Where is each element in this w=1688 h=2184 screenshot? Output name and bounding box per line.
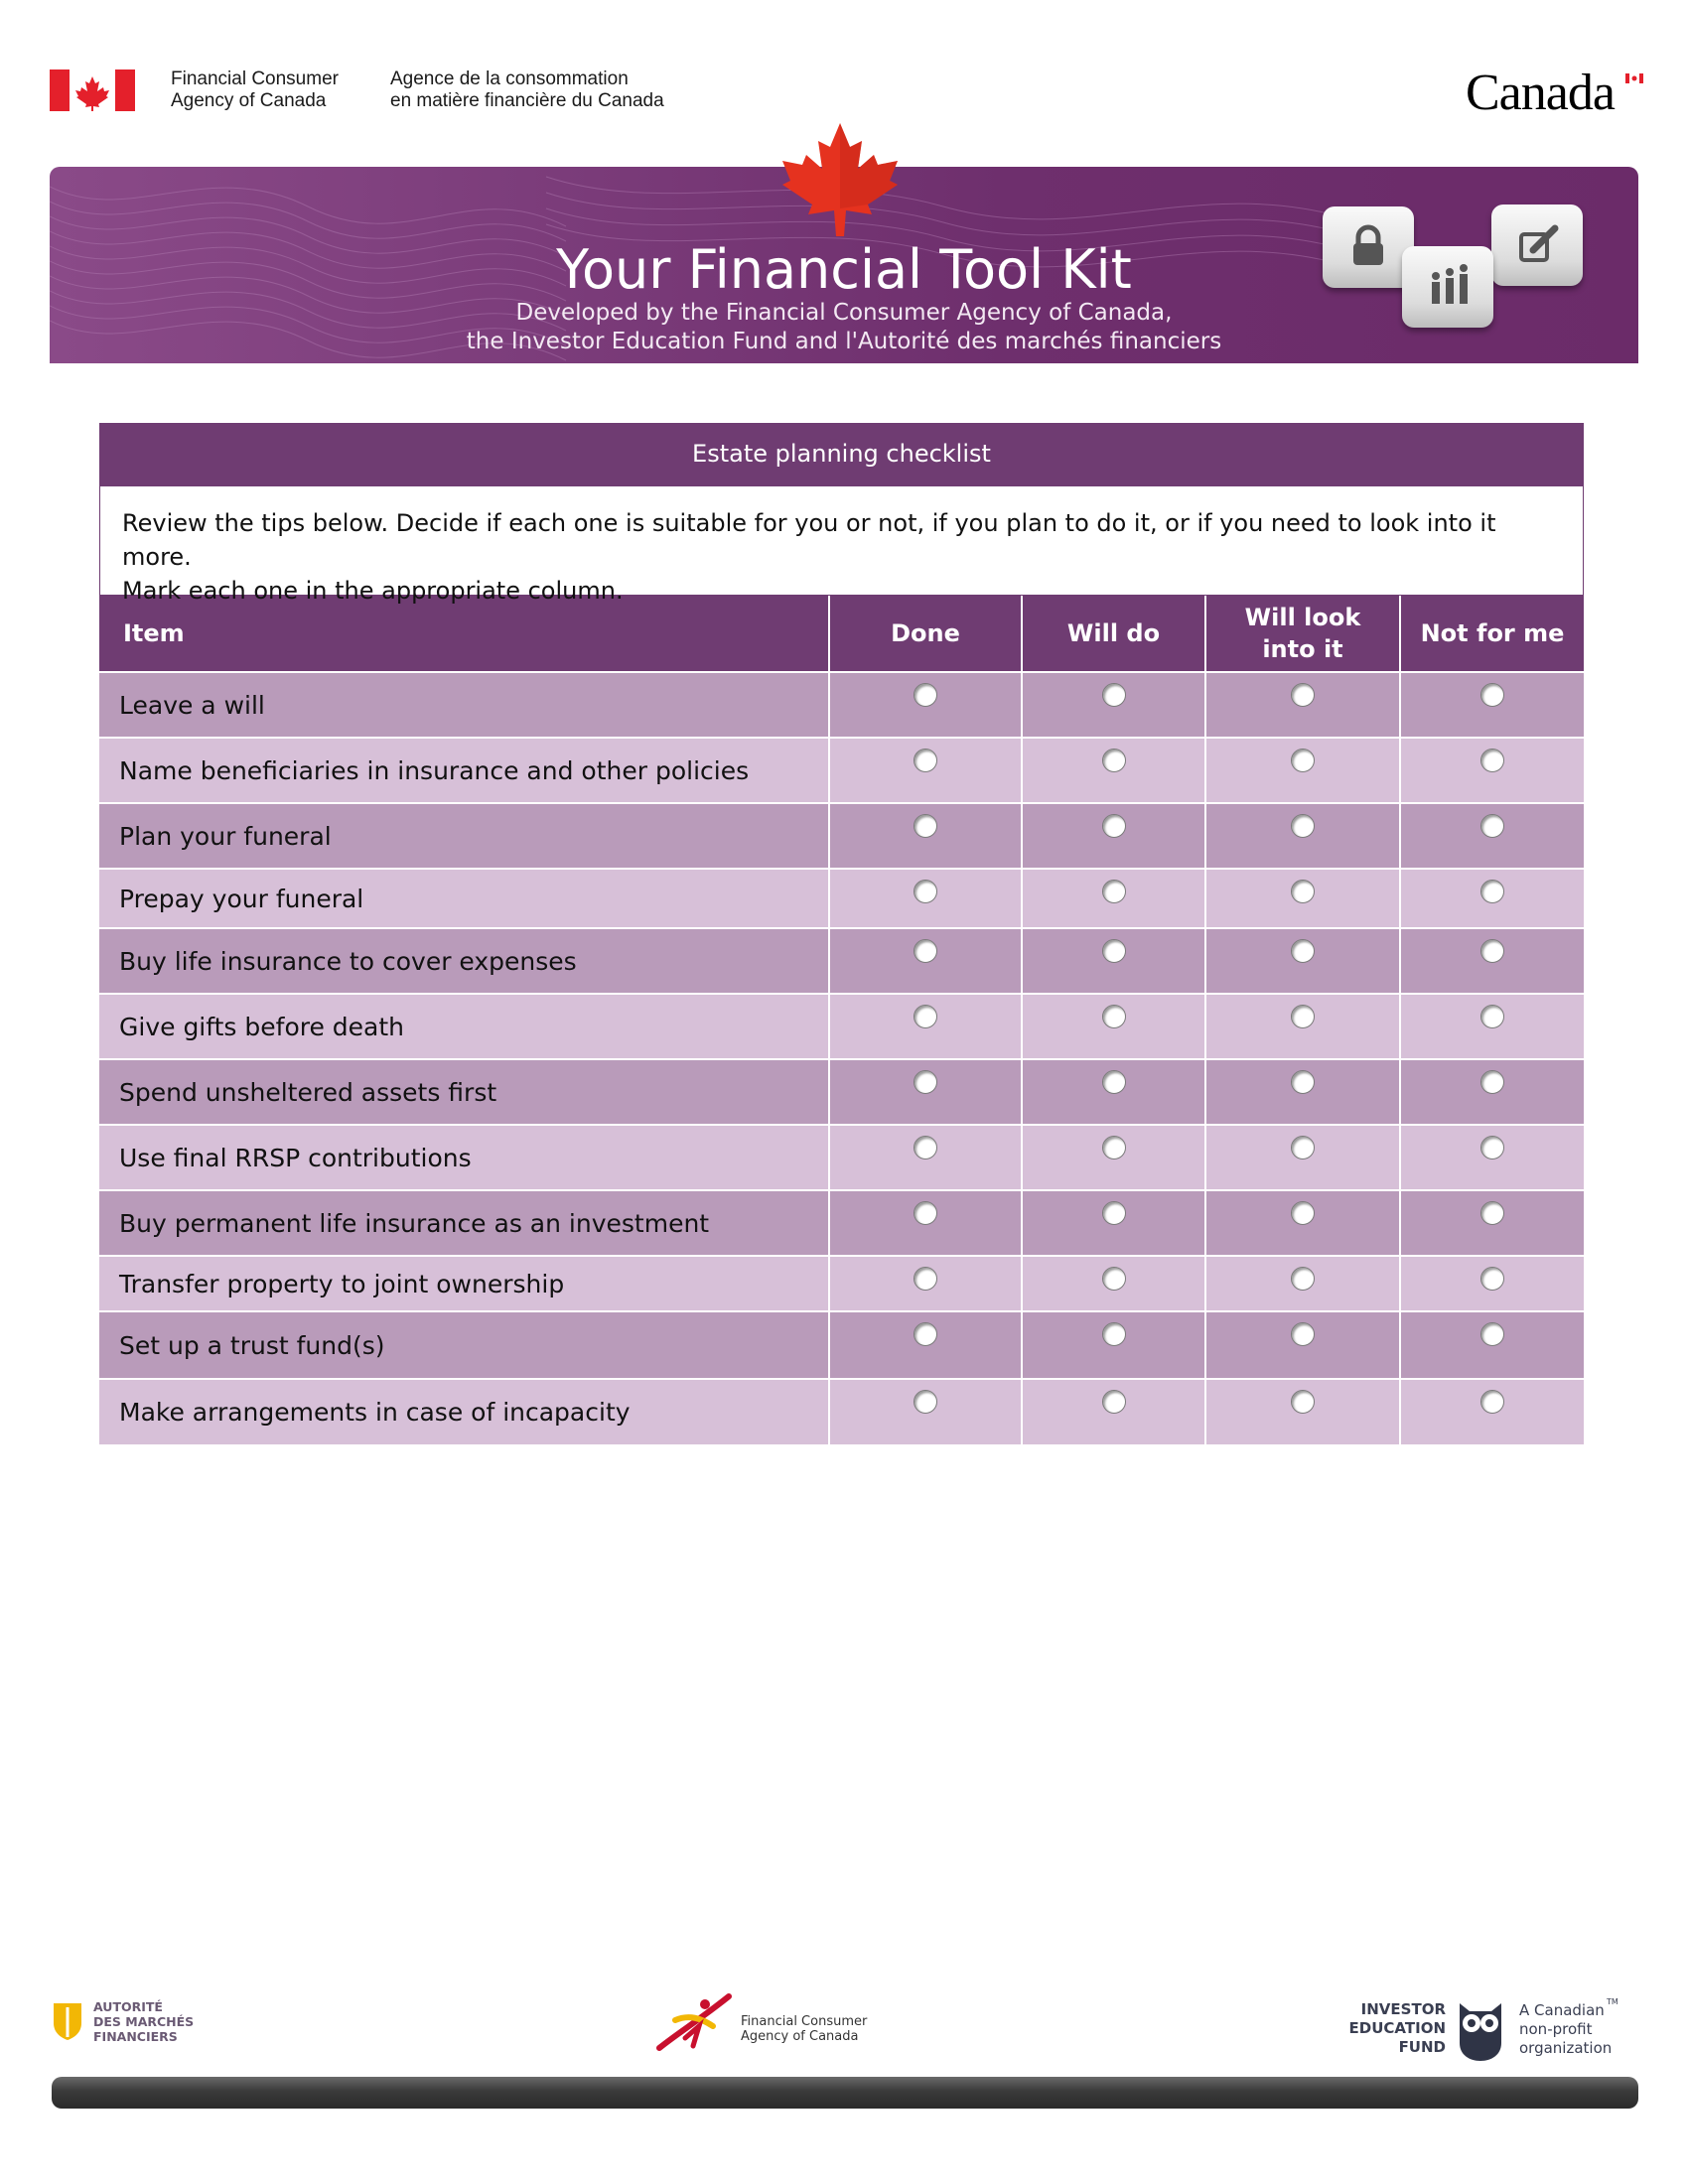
fcac-logo: [655, 1990, 884, 2060]
radio-will-look-into-it[interactable]: [1291, 1390, 1315, 1414]
radio-not-for-me[interactable]: [1480, 1070, 1504, 1094]
radio-done[interactable]: [914, 1005, 937, 1028]
checklist-item-label: Set up a trust fund(s): [99, 1311, 829, 1379]
radio-will-look-into-it[interactable]: [1291, 1322, 1315, 1346]
radio-will-do[interactable]: [1102, 683, 1126, 707]
checklist-item-label: Make arrangements in case of incapacity: [99, 1379, 829, 1444]
ief-tagline: [1519, 2001, 1612, 2058]
cell-done: [829, 738, 1022, 803]
canada-flag-icon: [50, 69, 135, 111]
lock-key-icon: [1323, 206, 1414, 288]
radio-not-for-me[interactable]: [1480, 880, 1504, 903]
radio-will-look-into-it[interactable]: [1291, 939, 1315, 963]
cell-done: [829, 672, 1022, 738]
cell-will-do: [1022, 1059, 1205, 1125]
column-header-not-for-me: Not for me: [1400, 596, 1584, 672]
radio-done[interactable]: [914, 683, 937, 707]
cell-done: [829, 1190, 1022, 1256]
ief-tagline-line3: organization: [1519, 2039, 1613, 2057]
radio-will-look-into-it[interactable]: [1291, 1201, 1315, 1225]
cell-not-for-me: [1400, 928, 1584, 994]
cell-done: [829, 1125, 1022, 1190]
radio-not-for-me[interactable]: [1480, 814, 1504, 838]
checklist-title: Estate planning checklist: [99, 423, 1584, 486]
checklist-item-label: Leave a will: [99, 672, 829, 738]
banner-subtitle-line1: Developed by the Financial Consumer Agency of Canada,: [515, 300, 1173, 326]
cell-not-for-me: [1400, 1125, 1584, 1190]
radio-will-do[interactable]: [1102, 749, 1126, 772]
ief-name: [1331, 2000, 1446, 2057]
amf-name-line1: AUTORITÉ: [93, 1999, 163, 2014]
banner-title: Your Financial Tool Kit: [556, 238, 1132, 301]
cell-not-for-me: [1400, 869, 1584, 928]
table-row: [99, 803, 1584, 869]
radio-not-for-me[interactable]: [1480, 1005, 1504, 1028]
radio-not-for-me[interactable]: [1480, 939, 1504, 963]
radio-done[interactable]: [914, 1267, 937, 1291]
fcac-name: [741, 2014, 867, 2044]
amf-shield-icon: [52, 2001, 83, 2041]
checklist-item-label: Transfer property to joint ownership: [99, 1256, 829, 1311]
table-row: [99, 1125, 1584, 1190]
cell-done: [829, 1256, 1022, 1311]
cell-will-look-into-it: [1205, 1125, 1400, 1190]
table-row: [99, 1256, 1584, 1311]
amf-name-line2: DES MARCHÉS: [93, 2014, 195, 2029]
cell-done: [829, 1059, 1022, 1125]
cell-will-do: [1022, 1256, 1205, 1311]
checklist-rows: [99, 672, 1584, 1444]
cell-will-do: [1022, 738, 1205, 803]
radio-will-look-into-it[interactable]: [1291, 1267, 1315, 1291]
radio-will-look-into-it[interactable]: [1291, 880, 1315, 903]
checklist-item-label: Use final RRSP contributions: [99, 1125, 829, 1190]
amf-name-line3: FINANCIERS: [93, 2029, 178, 2044]
banner-subtitle-line2: the Investor Education Fund and l'Autorité des marchés financiers: [466, 329, 1222, 354]
cell-will-do: [1022, 1311, 1205, 1379]
radio-done[interactable]: [914, 1201, 937, 1225]
cell-done: [829, 1311, 1022, 1379]
cell-done: [829, 928, 1022, 994]
cell-will-do: [1022, 672, 1205, 738]
cell-not-for-me: [1400, 803, 1584, 869]
investor-education-fund-logo: [1331, 1991, 1628, 2063]
cell-will-do: [1022, 869, 1205, 928]
radio-done[interactable]: [914, 1070, 937, 1094]
instructions-line1: Review the tips below. Decide if each one is suitable for you or not, if you plan to do it, or if you need to look into it more.: [122, 509, 1496, 571]
table-row: [99, 1379, 1584, 1444]
cell-will-look-into-it: [1205, 869, 1400, 928]
trademark-mark: TM: [1607, 1997, 1618, 2006]
table-row: [99, 928, 1584, 994]
radio-will-do[interactable]: [1102, 880, 1126, 903]
cell-will-look-into-it: [1205, 1059, 1400, 1125]
column-header-item: Item: [99, 596, 829, 672]
cell-will-look-into-it: [1205, 1311, 1400, 1379]
ief-tagline-line1: A Canadian: [1519, 2001, 1605, 2019]
radio-not-for-me[interactable]: [1480, 1136, 1504, 1160]
cell-will-do: [1022, 803, 1205, 869]
radio-done[interactable]: [914, 1136, 937, 1160]
fcac-name-line1: Financial Consumer: [741, 2014, 868, 2029]
radio-will-look-into-it[interactable]: [1291, 814, 1315, 838]
cell-will-do: [1022, 994, 1205, 1059]
wordmark-flag-icon: [1625, 73, 1643, 83]
edit-icon: [1517, 222, 1561, 266]
radio-not-for-me[interactable]: [1480, 749, 1504, 772]
checklist-item-label: Name beneficiaries in insurance and other policies: [99, 738, 829, 803]
chart-key-icon: [1402, 246, 1493, 328]
agency-name-en-line1: Financial Consumer: [171, 68, 339, 89]
checklist-item-label: Buy life insurance to cover expenses: [99, 928, 829, 994]
instructions-line2: Mark each one in the appropriate column.: [122, 577, 624, 605]
radio-will-do[interactable]: [1102, 814, 1126, 838]
cell-will-look-into-it: [1205, 803, 1400, 869]
cell-will-look-into-it: [1205, 994, 1400, 1059]
checklist-item-label: Prepay your funeral: [99, 869, 829, 928]
cell-not-for-me: [1400, 1190, 1584, 1256]
amf-logo: [52, 1995, 230, 2055]
radio-not-for-me[interactable]: [1480, 1322, 1504, 1346]
checklist-item-label: Plan your funeral: [99, 803, 829, 869]
table-row: [99, 738, 1584, 803]
checklist-item-label: Give gifts before death: [99, 994, 829, 1059]
radio-will-do[interactable]: [1102, 1322, 1126, 1346]
radio-will-do[interactable]: [1102, 1267, 1126, 1291]
radio-done[interactable]: [914, 1390, 937, 1414]
cell-will-look-into-it: [1205, 738, 1400, 803]
radio-will-look-into-it[interactable]: [1291, 1070, 1315, 1094]
agency-name-fr-line1: Agence de la consommation: [390, 68, 629, 89]
cell-will-look-into-it: [1205, 1256, 1400, 1311]
amf-name: [93, 1999, 194, 2044]
ief-name-line2: EDUCATION: [1348, 2019, 1446, 2037]
cell-not-for-me: [1400, 1379, 1584, 1444]
column-header-will-look-line2: into it: [1262, 635, 1343, 663]
cell-done: [829, 803, 1022, 869]
radio-done[interactable]: [914, 1322, 937, 1346]
footer-bar: [52, 2077, 1638, 2109]
cell-will-do: [1022, 928, 1205, 994]
fcac-name-line2: Agency of Canada: [741, 2029, 859, 2044]
cell-will-look-into-it: [1205, 1190, 1400, 1256]
radio-will-look-into-it[interactable]: [1291, 1136, 1315, 1160]
radio-done[interactable]: [914, 880, 937, 903]
government-header: [50, 66, 1638, 125]
cell-done: [829, 1379, 1022, 1444]
cell-not-for-me: [1400, 994, 1584, 1059]
cell-will-do: [1022, 1190, 1205, 1256]
cell-will-look-into-it: [1205, 1379, 1400, 1444]
bar-chart-icon: [1428, 264, 1472, 308]
cell-not-for-me: [1400, 1256, 1584, 1311]
agency-name-en-line2: Agency of Canada: [171, 90, 327, 111]
radio-will-do[interactable]: [1102, 939, 1126, 963]
ief-name-line3: FUND: [1398, 2038, 1446, 2056]
cell-not-for-me: [1400, 738, 1584, 803]
cell-will-look-into-it: [1205, 928, 1400, 994]
radio-not-for-me[interactable]: [1480, 683, 1504, 707]
radio-will-do[interactable]: [1102, 1136, 1126, 1160]
table-row: [99, 869, 1584, 928]
canada-wordmark: Canada: [1466, 65, 1615, 121]
maple-leaf-icon: [771, 119, 910, 258]
agency-name-fr-line2: en matière financière du Canada: [390, 90, 664, 111]
checklist-table: [99, 596, 1584, 1444]
radio-will-look-into-it[interactable]: [1291, 1005, 1315, 1028]
cell-not-for-me: [1400, 672, 1584, 738]
radio-will-do[interactable]: [1102, 1070, 1126, 1094]
radio-not-for-me[interactable]: [1480, 1201, 1504, 1225]
table-row: [99, 672, 1584, 738]
cell-done: [829, 869, 1022, 928]
fcac-swoosh-icon: [655, 1990, 733, 2056]
agency-name-english: [171, 68, 339, 112]
radio-done[interactable]: [914, 814, 937, 838]
table-row: [99, 1311, 1584, 1379]
edit-key-icon: [1491, 205, 1583, 286]
radio-will-look-into-it[interactable]: [1291, 749, 1315, 772]
checklist-instructions: [99, 486, 1584, 605]
column-header-will-do: Will do: [1022, 596, 1205, 672]
lock-icon: [1348, 224, 1388, 268]
ief-tagline-line2: non-profit: [1519, 2020, 1593, 2038]
cell-will-look-into-it: [1205, 672, 1400, 738]
radio-will-do[interactable]: [1102, 1201, 1126, 1225]
table-row: [99, 994, 1584, 1059]
radio-will-do[interactable]: [1102, 1390, 1126, 1414]
radio-done[interactable]: [914, 749, 937, 772]
checklist-item-label: Buy permanent life insurance as an investment: [99, 1190, 829, 1256]
table-row: [99, 1059, 1584, 1125]
owl-icon: [1454, 1993, 1507, 2061]
agency-name-french: [390, 68, 664, 112]
column-header-done: Done: [829, 596, 1022, 672]
radio-will-do[interactable]: [1102, 1005, 1126, 1028]
radio-will-look-into-it[interactable]: [1291, 683, 1315, 707]
checklist-item-label: Spend unsheltered assets first: [99, 1059, 829, 1125]
ief-name-line1: INVESTOR: [1360, 2000, 1446, 2018]
cell-not-for-me: [1400, 1311, 1584, 1379]
column-header-will-look-into-it: [1205, 596, 1400, 672]
table-row: [99, 1190, 1584, 1256]
cell-not-for-me: [1400, 1059, 1584, 1125]
cell-will-do: [1022, 1379, 1205, 1444]
cell-done: [829, 994, 1022, 1059]
cell-will-do: [1022, 1125, 1205, 1190]
column-header-will-look-line1: Will look: [1244, 604, 1361, 631]
radio-not-for-me[interactable]: [1480, 1267, 1504, 1291]
estate-planning-checklist: [99, 423, 1584, 1444]
radio-done[interactable]: [914, 939, 937, 963]
radio-not-for-me[interactable]: [1480, 1390, 1504, 1414]
